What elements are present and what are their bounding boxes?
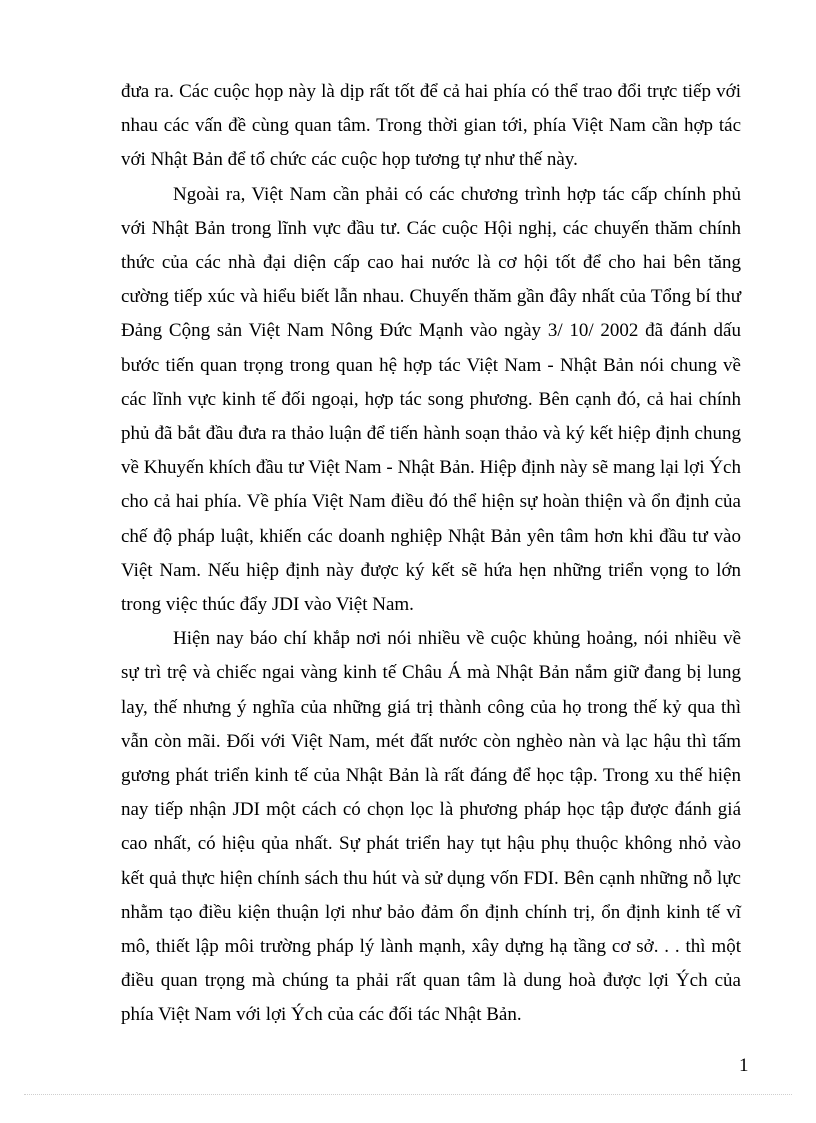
page-number: 1 bbox=[739, 1055, 749, 1076]
body-text bbox=[121, 75, 741, 1033]
paragraph-japan-lessons: Hiện nay báo chí khắp nơi nói nhiều về cuộc khủng hoảng, nói nhiều về sự trì trệ và chiếc ngai vàng kinh tế Châu Á mà Nhật Bản nắm giữ đang bị lung lay, thế nhưng ý nghĩa của những giá trị thành công của họ trong thế kỷ qua thì vẫn còn mãi. Đối với Việt Nam, mét đất nước còn nghèo nàn và lạc hậu thì tấm gương phát triển kinh tế của Nhật Bản là rất đáng để học tập. Trong xu thế hiện nay tiếp nhận JDI một cách có chọn lọc là phương pháp học tập được đánh giá cao nhất, có hiệu qủa nhất. Sự phát triển hay tụt hậu phụ thuộc không nhỏ vào kết quả thực hiện chính sách thu hút và sử dụng vốn FDI. Bên cạnh những nỗ lực nhằm tạo điều kiện thuận lợi như bảo đảm ổn định chính trị, ổn định kinh tế vĩ mô, thiết lập môi trường pháp lý lành mạnh, xây dựng hạ tầng cơ sở. . . thì một điều quan trọng mà chúng ta phải rất quan tâm là dung hoà được lợi Ých của phía Việt Nam với lợi Ých của các đối tác Nhật Bản. bbox=[121, 628, 741, 1026]
paragraph-government-cooperation: Ngoài ra, Việt Nam cần phải có các chương trình hợp tác cấp chính phủ với Nhật Bản trong lĩnh vực đầu tư. Các cuộc Hội nghị, các chuyến thăm chính thức của các nhà đại diện cấp cao hai nước là cơ hội tốt để cho hai bên tăng cường tiếp xúc và hiểu biết lẫn nhau. Chuyến thăm gần đây nhất của Tổng bí thư Đảng Cộng sản Việt Nam Nông Đức Mạnh vào ngày 3/ 10/ 2002 đã đánh dấu bước tiến quan trọng trong quan hệ hợp tác Việt Nam - Nhật Bản nói chung về các lĩnh vực kinh tế đối ngoại, hợp tác song phương. Bên cạnh đó, cả hai chính phủ đã bắt đầu đưa ra thảo luận để tiến hành soạn thảo và ký kết hiệp định chung về Khuyến khích đầu tư Việt Nam - Nhật Bản. Hiệp định này sẽ mang lại lợi Ých cho cả hai phía. Về phía Việt Nam điều đó thể hiện sự hoàn thiện và ổn định của chế độ pháp luật, khiến các doanh nghiệp Nhật Bản yên tâm hơn khi đầu tư vào Việt Nam. Nếu hiệp định này được ký kết sẽ hứa hẹn những triển vọng to lớn trong việc thúc đẩy JDI vào Việt Nam. bbox=[121, 183, 741, 616]
paragraph-continuation: đưa ra. Các cuộc họp này là dịp rất tốt để cả hai phía có thể trao đổi trực tiếp với nhau các vấn đề cùng quan tâm. Trong thời gian tới, phía Việt Nam cần hợp tác với Nhật Bản để tổ chức các cuộc họp tương tự như thế này. bbox=[121, 81, 741, 171]
footer-divider bbox=[24, 1094, 792, 1095]
